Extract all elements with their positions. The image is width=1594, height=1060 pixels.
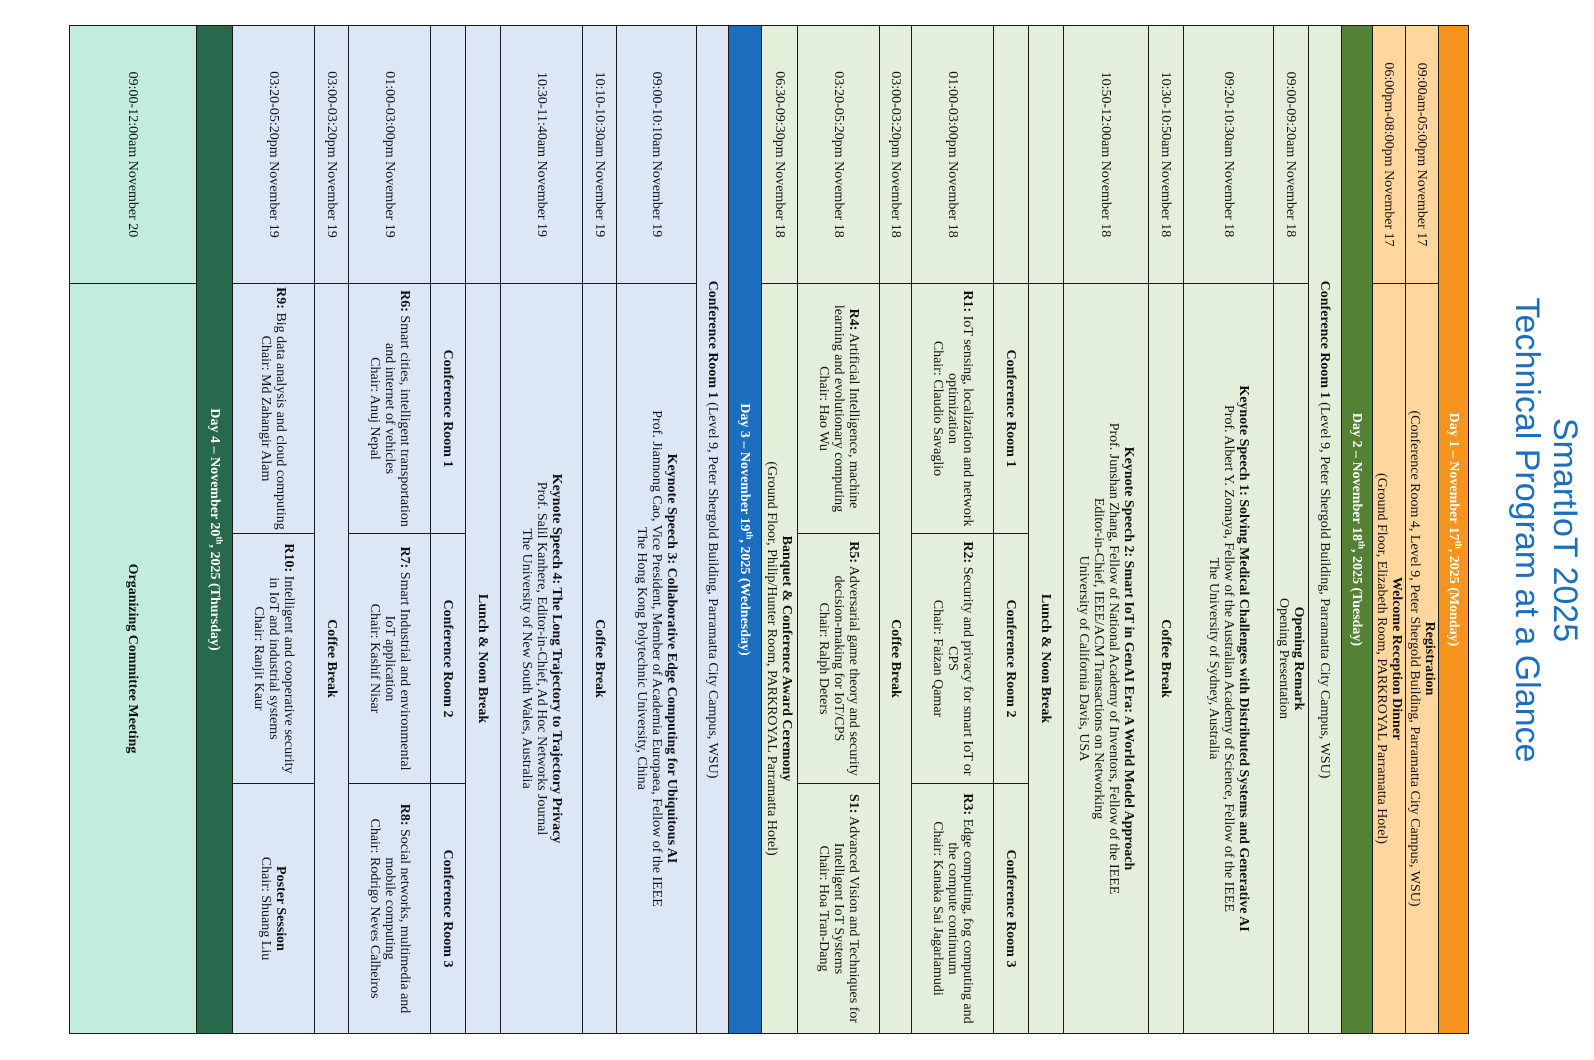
banquet-row (762, 26, 798, 1034)
day3-header: Day 3 – November 19th, 2025 (Wednesday) (729, 26, 762, 1034)
session-poster: Poster Session Chair: Shuang Liu (233, 784, 315, 1034)
room-header: Conference Room 2 (431, 534, 466, 784)
coffee-row (1149, 26, 1184, 1034)
time-cell: 09:20-10:30am November 18 (1184, 26, 1274, 284)
keynote3-row (617, 26, 697, 1034)
coffee-row (583, 26, 617, 1034)
coffee-cell: Coffee Break (583, 284, 617, 1034)
time-cell: 09:00-09:20am November 18 (1274, 26, 1309, 284)
day4-header: Day 4 – November 20th, 2025 (Thursday) (197, 26, 233, 1034)
keynote1-row (1184, 26, 1274, 1034)
keynote4-row (501, 26, 583, 1034)
opening-row (1274, 26, 1309, 1034)
time-cell: 01:00-03:00pm November 19 (349, 26, 431, 284)
session-row (912, 26, 994, 1034)
session-row (233, 26, 315, 1034)
lunch-row (1029, 26, 1064, 1034)
program-table (69, 25, 1469, 1034)
dinner-cell: Welcome Reception Dinner (Ground Floor, Elizabeth Room, PARKROYAL Parramatta Hotel) (1373, 284, 1406, 1034)
session-r3: R3: Edge computing, fog computing and the compute continuum Chair: Kanaka Sai Jagarlamudi (912, 784, 994, 1034)
time-cell: 09:00am-05:00pm November 17 (1406, 26, 1439, 284)
time-cell: 10:10-10:30am November 19 (583, 26, 617, 284)
room-header: Conference Room 2 (994, 534, 1029, 784)
session-r1: R1: IoT sensing, localization and network optimization Chair: Claudio Savaglio (912, 284, 994, 534)
empty-time-cell (994, 26, 1029, 284)
coffee-cell: Coffee Break (1149, 284, 1184, 1034)
empty-time-cell (1029, 26, 1064, 284)
session-r8: R8: Social networks, multimedia and mobile computing Chair: Rodrigo Neves Calheiros (349, 784, 431, 1034)
keynote1-cell: Keynote Speech 1: Solving Medical Challenges with Distributed Systems and Generative AI Prof. Albert Y. Zomaya, Fellow of the Australian Academy of Science, Fellow of the IEEE The University of Sydney, Australia (1184, 284, 1274, 1034)
day1-header: Day 1 – November 17th, 2025 (Monday) (1439, 26, 1469, 1034)
day2-header: Day 2 – November 18th, 2025 (Tuesday) (1342, 26, 1373, 1034)
lunch-row (466, 26, 501, 1034)
lunch-cell: Lunch & Noon Break (1029, 284, 1064, 1034)
room-header: Conference Room 1 (431, 284, 466, 534)
room-header: Conference Room 1 (994, 284, 1029, 534)
session-r9: R9: Big data analysis and cloud computing Chair: Md Zahangir Alam (233, 284, 315, 534)
banquet-cell: Banquet & Conference Award Ceremony (Ground Floor, Philip/Hunter Room, PARKROYAL Parramatta Hotel) (762, 284, 798, 1034)
session-s1: S1: Advanced Vision and Techniques for Intelligent IoT Systems Chair: Hoa Tran-Dang (798, 784, 880, 1034)
session-row (349, 26, 431, 1034)
lunch-cell: Lunch & Noon Break (466, 284, 501, 1034)
keynote2-row (1064, 26, 1149, 1034)
time-cell: 03:20-05:20pm November 18 (798, 26, 880, 284)
time-cell: 10:50-12:00am November 18 (1064, 26, 1149, 284)
day1-registration-row (1406, 26, 1439, 1034)
committee-row (70, 26, 197, 1034)
day3-header-row (729, 26, 762, 1034)
time-cell: 03:20-05:20pm November 19 (233, 26, 315, 284)
keynote3-cell: Keynote Speech 3: Collaborative Edge Computing for Ubiquitous AI Prof. Jiannong Cao, Vice President, Member of Academia Europaea, Fellow of the IEEE The Hong Kong Polytechnic University, China (617, 284, 697, 1034)
time-cell: 09:00-12:00am November 20 (70, 26, 197, 284)
opening-cell: Opening Remark Opening Presentation (1274, 284, 1309, 1034)
time-cell: 03:00-03:20pm November 18 (880, 26, 912, 284)
session-r7: R7: Smart Industrial and environmental IoT application Chair: Kashif Nisar (349, 534, 431, 784)
day2-venue: Conference Room 1 (Level 9, Peter Shergold Building, Parramatta City Campus, WSU) (1309, 26, 1342, 1034)
keynote2-cell: Keynote Speech 2: Smart IoT in GenAI Era: A World Model Approach Prof. Junshan Zhang, Fellow of National Academy of Inventors, Fellow of the IEEE Editor-in-Chief, IEEE/ACM Transactions on Networking University of California Davis, USA (1064, 284, 1149, 1034)
empty-time-cell (431, 26, 466, 284)
rooms-row (431, 26, 466, 1034)
session-r4: R4: Artificial Intelligence, machine learning and evolutionary computing Chair: Hao Wu (798, 284, 880, 534)
time-cell: 03:00-03:20pm November 19 (315, 26, 349, 284)
time-cell: 10:30-11:40am November 19 (501, 26, 583, 284)
time-cell: 10:30-10:50am November 18 (1149, 26, 1184, 284)
rooms-row (994, 26, 1029, 1034)
day3-venue: Conference Room 1 (Level 9, Peter Shergold Building, Parramatta City Campus, WSU) (697, 26, 729, 1034)
room-header: Conference Room 3 (994, 784, 1029, 1034)
time-cell: 06:30-09:30pm November 18 (762, 26, 798, 284)
day1-header-row (1439, 26, 1469, 1034)
coffee-cell: Coffee Break (880, 284, 912, 1034)
page-title: SmartIoT 2025 (1546, 417, 1584, 643)
session-r2: R2: Security and privacy for smart IoT or CPS Chair: Faizan Qamar (912, 534, 994, 784)
coffee-row (315, 26, 349, 1034)
coffee-row (880, 26, 912, 1034)
day4-header-row (197, 26, 233, 1034)
committee-cell: Organizing Committee Meeting (70, 284, 197, 1034)
session-r5: R5: Adversarial game theory and security decision-making for IoT/CPS Chair: Ralph Deters (798, 534, 880, 784)
day2-header-row (1342, 26, 1373, 1034)
registration-cell: Registration (Conference Room 4, Level 9, Peter Shergold Building, Parramatta City Campus, WSU) (1406, 284, 1439, 1034)
day3-venue-row (697, 26, 729, 1034)
empty-time-cell (466, 26, 501, 284)
page-subtitle: Technical Program at a Glance (1508, 297, 1546, 763)
room-header: Conference Room 3 (431, 784, 466, 1034)
time-cell: 06:00pm-08:00pm November 17 (1373, 26, 1406, 284)
time-cell: 09:00-10:10am November 19 (617, 26, 697, 284)
time-cell: 01:00-03:00pm November 18 (912, 26, 994, 284)
session-r6: R6: Smart cities, intelligent transportation and internet of vehicles Chair: Anuj Nepal (349, 284, 431, 534)
session-row (798, 26, 880, 1034)
day2-venue-row (1309, 26, 1342, 1034)
keynote4-cell: Keynote Speech 4: The Long Trajectory to Trajectory Privacy Prof. Salil Kanhere, Editor-in-Chief, Ad Hoc Networks Journal The University of New South Wales, Australia (501, 284, 583, 1034)
day1-dinner-row (1373, 26, 1406, 1034)
session-r10: R10: Intelligent and cooperative security in IoT and industrial systems Chair: Ranjit Kaur (233, 534, 315, 784)
coffee-cell: Coffee Break (315, 284, 349, 1034)
